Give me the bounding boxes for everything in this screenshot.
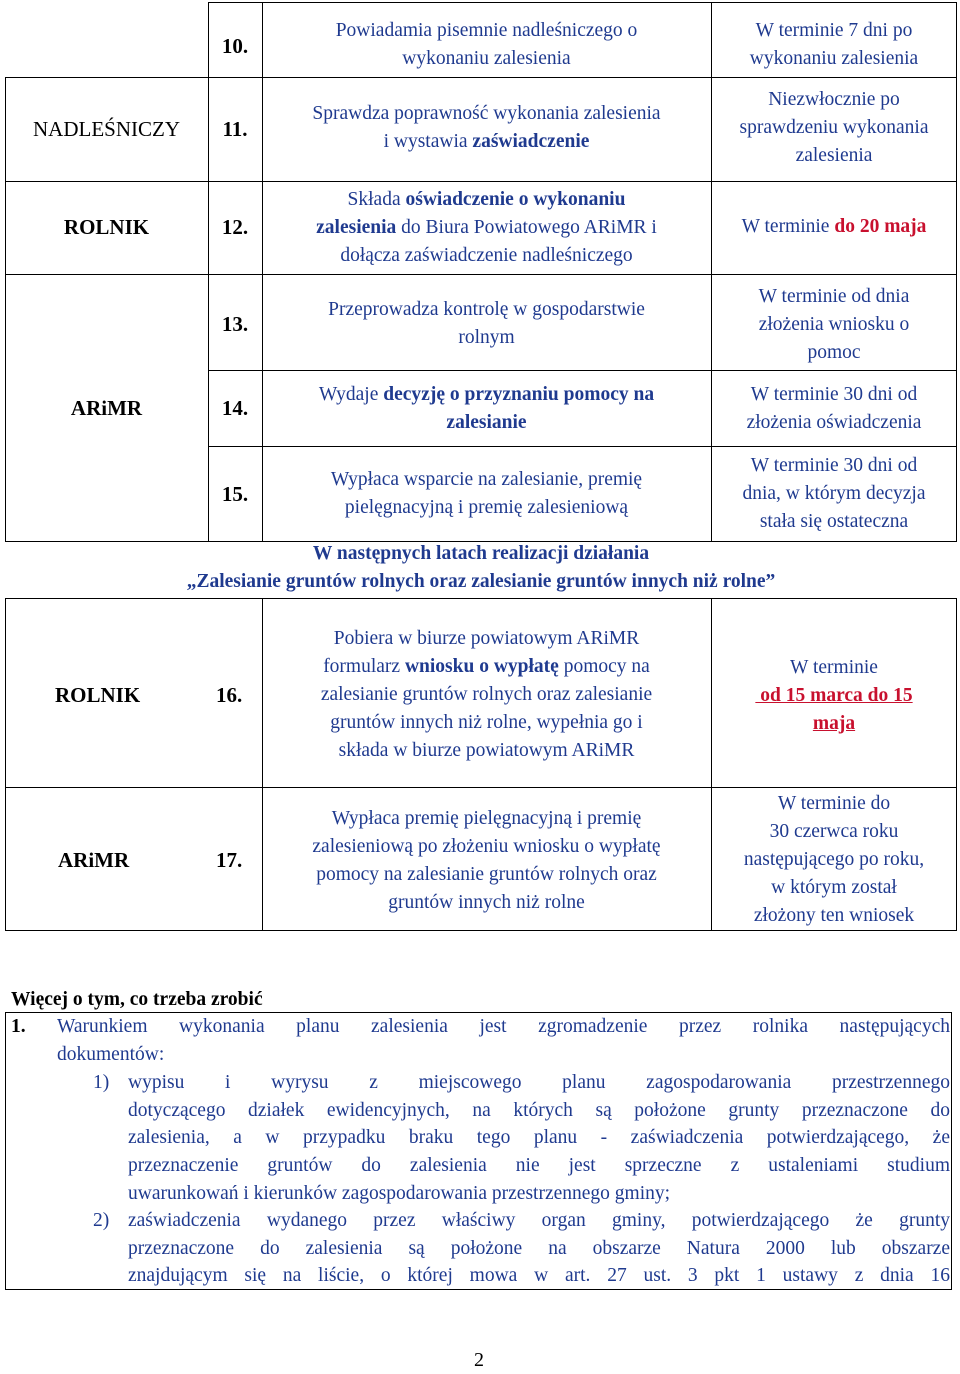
grid-line <box>208 2 957 3</box>
grid-line <box>5 77 957 78</box>
row-deadline: W terminie do 20 maja <box>741 216 927 237</box>
paragraph-line: znajdującym się na liście, o której mowa w art. 27 ust. 3 pkt 1 ustawy z dnia 16 <box>128 1265 950 1286</box>
row-number: 12. <box>221 215 249 239</box>
row-action: Powiadamia pisemnie nadleśniczego o wykonaniu zalesienia <box>335 20 638 69</box>
list-marker: 1) <box>93 1072 110 1093</box>
grid-line <box>5 598 6 931</box>
row-deadline: Niezwłocznie po sprawdzeniu wykonania zalesienia <box>739 89 929 166</box>
grid-line <box>5 181 957 182</box>
paragraph-line: przeznaczenie gruntów do zalesienia nie jest sprzeczne z ustaleniami studium <box>128 1155 950 1176</box>
row-action: Składa oświadczenie o wykonaniu zalesienia do Biura Powiatowego ARiMR i dołącza zaświadczenie nadleśniczego <box>316 189 657 266</box>
row-number: 11. <box>222 117 248 141</box>
row-number: 17. <box>216 848 243 872</box>
row-action: Wydaje decyzję o przyznaniu pomocy na zalesianie <box>318 384 655 433</box>
actor-label: NADLEŚNICZY <box>33 117 180 141</box>
grid-line <box>5 598 957 599</box>
section-heading: W następnych latach realizacji działania „Zalesianie gruntów rolnych oraz zalesianie gruntów innych niż rolne” <box>186 543 776 592</box>
grid-line <box>208 2 209 542</box>
paragraph-line: zalesienia, a w przypadku braku tego planu - zaświadczenia potwierdzającego, że <box>128 1127 950 1148</box>
actor-label: ROLNIK <box>55 683 141 707</box>
page-number: 2 <box>474 1349 484 1371</box>
paragraph-line: Warunkiem wykonania planu zalesienia jest zgromadzenie przez rolnika następujących <box>57 1016 950 1037</box>
grid-line <box>951 1012 952 1290</box>
row-number: 15. <box>221 482 249 506</box>
row-deadline: W terminie 30 dni od złożenia oświadczenia <box>746 384 922 433</box>
row-number: 10. <box>221 34 249 58</box>
row-deadline: W terminie 7 dni po wykonaniu zalesienia <box>749 20 919 69</box>
row-action: Sprawdza poprawność wykonania zalesienia i wystawia zaświadczenie <box>312 103 661 152</box>
item-number: 1. <box>11 1016 26 1037</box>
actor-label: ROLNIK <box>63 215 150 239</box>
paragraph-line: wypisu i wyrysu z miejscowego planu zagospodarowania przestrzennego <box>128 1072 950 1093</box>
grid-line <box>208 446 957 447</box>
paragraph-line: uwarunkowań i kierunków zagospodarowania przestrzennego gminy; <box>128 1183 671 1204</box>
row-deadline: W terminie do 30 czerwca roku następującego po roku, w którym został złożony ten wniosek <box>743 793 925 926</box>
grid-line <box>208 370 957 371</box>
grid-line <box>956 598 957 931</box>
row-action: Wypłaca wsparcie na zalesianie, premię pielęgnacyjną i premię zalesieniową <box>330 469 643 518</box>
row-action: Pobiera w biurze powiatowym ARiMR formularz wniosku o wypłatę pomocy na zalesianie gruntów rolnych oraz zalesianie gruntów innych niż rolne, wypełnia go i składa w biurze powiatowym ARiMR <box>320 628 653 761</box>
grid-line <box>956 2 957 542</box>
actor-label: ARiMR <box>58 848 130 872</box>
grid-line <box>5 274 957 275</box>
row-deadline: W terminie od dnia złożenia wniosku o pomoc <box>758 286 910 363</box>
grid-line <box>5 787 957 788</box>
row-action: Wypłaca premię pielęgnacyjną i premię zalesieniową po złożeniu wniosku o wypłatę pomocy na zalesianie gruntów rolnych oraz gruntów innych niż rolne <box>312 808 661 913</box>
row-action: Przeprowadza kontrolę w gospodarstwie rolnym <box>328 299 645 348</box>
paragraph-line: przeznaczone do zalesienia są położone na obszarze Natura 2000 lub obszarze <box>128 1238 950 1259</box>
row-deadline: W terminie od 15 marca do 15 maja <box>755 657 913 734</box>
grid-line <box>262 2 263 542</box>
grid-line <box>5 77 6 542</box>
row-number: 16. <box>216 683 243 707</box>
paragraph-line: dokumentów: <box>57 1044 165 1065</box>
row-deadline: W terminie 30 dni od dnia, w którym decyzja stała się ostateczna <box>742 455 926 532</box>
section-title: Więcej o tym, co trzeba zrobić <box>11 989 263 1010</box>
paragraph-line: zaświadczenia wydanego przez właściwy organ gminy, potwierdzającego że grunty <box>128 1210 950 1231</box>
row-number: 14. <box>221 396 249 420</box>
grid-line <box>5 930 957 931</box>
list-marker: 2) <box>93 1210 110 1231</box>
paragraph-line: dotyczącego działek ewidencyjnych, na których są położone grunty przeznaczone do <box>128 1100 950 1121</box>
grid-line <box>5 1012 6 1290</box>
actor-label: ARiMR <box>70 396 143 420</box>
row-number: 13. <box>221 312 249 336</box>
